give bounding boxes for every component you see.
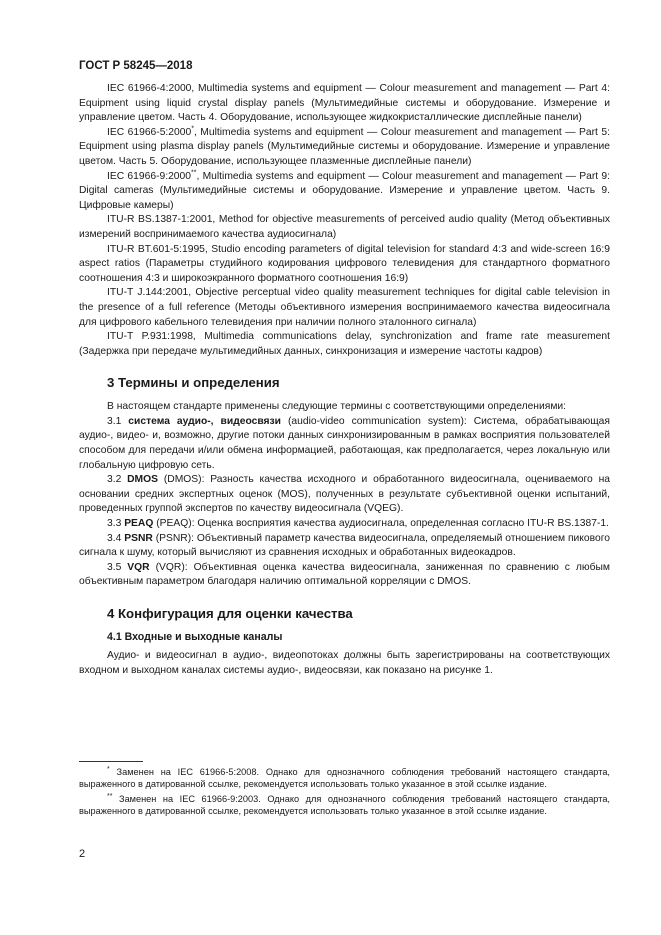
section-3-heading: 3 Термины и определения: [107, 375, 280, 391]
term-definition: 3.2 DMOS (DMOS): Разность качества исходного и обработанного видеосигнала, оцениваемого на основании средних экспертных оценок (MOS), полученных в результате субъективной оценки испытаний, проведенных группой экспертов по качеству видеосигнала (VQEG).: [79, 474, 610, 515]
term-definition: 3.3 PEAQ (PEAQ): Оценка восприятия качества аудиосигнала, определенная согласно ITU-R BS.1387-1.: [107, 518, 609, 530]
document-header: ГОСТ Р 58245—2018: [79, 60, 193, 72]
page-body: [79, 82, 610, 678]
subsection-4-1-heading: 4.1 Входные и выходные каналы: [107, 631, 283, 643]
subsection-4-1-text: Аудио- и видеосигнал в аудио-, видеопотоках должны быть зарегистрированы на соответствующих входном и выходном каналах системы аудио-, видеосвязи, как показано на рисунке 1.: [79, 650, 610, 676]
footnote: * Заменен на IEC 61966-5:2008. Однако для однозначного соблюдения требований настоящего стандарта, выраженного в датированной ссылке, рекомендуется использовать только указанное в этой ссылке издание.: [79, 765, 610, 790]
footnote-divider: [79, 761, 143, 762]
term-definition: 3.5 VQR (VQR): Объективная оценка качества видеосигнала, заниженная по сравнению с любым объективным параметром благодаря наличию оптимальной корреляции с DMOS.: [79, 561, 610, 588]
reference-item: IEC 61966-9:2000**, Multimedia systems and equipment — Colour measurement and management — Part 9: Digital cameras (Мультимедийные системы и оборудование. Измерение и управление цветом. Часть 9. Цифровые камеры): [79, 169, 610, 211]
term-definition: 3.1 система аудио-, видеосвязи (audio-video communication system): Система, обрабатывающая аудио-, видео- и, возможно, другие потоки данных синхронизированным в рамках восприятия пользователей способом для передачи и/или обмена информацией, работающая, как предполагается, через локальную или глобальную цифровую сеть.: [79, 415, 610, 471]
reference-item: ITU-T P.931:1998, Multimedia communications delay, synchronization and frame rate measurement (Задержка при передаче мультимедийных данных, синхронизация и измерение частоты кадров): [79, 331, 610, 357]
term-definition: 3.4 PSNR (PSNR): Объективный параметр качества видеосигнала, определяемый отношением пикового сигнала к шуму, который вычисляют из сравнения исходных и обработанных видеокадров.: [79, 532, 610, 559]
reference-item: IEC 61966-5:2000*, Multimedia systems and equipment — Colour measurement and management — Part 5: Equipment using plasma display panels (Мультимедийные системы и оборудование. Измерение и управление цветом. Часть 5. Оборудование, использующее плазменные дисплейные панели): [79, 125, 610, 167]
section-3-intro: В настоящем стандарте применены следующие термины с соответствующими определениями:: [107, 401, 567, 413]
reference-item: ITU-T J.144:2001, Objective perceptual video quality measurement techniques for digital cable television in the presence of a full reference (Методы объективного измерения воспринимаемого качества видеосигнала для цифрового кабельного телевидения при наличии полного эталонного сигнала): [79, 287, 610, 328]
section-4-heading: 4 Конфигурация для оценки качества: [107, 606, 353, 621]
footnote: ** Заменен на IEC 61966-9:2003. Однако для однозначного соблюдения требований настоящего стандарта, выраженного в датированной ссылке, рекомендуется использовать только указанное в этой ссылке издание.: [79, 792, 610, 817]
reference-item: ITU-R BS.1387-1:2001, Method for objective measurements of perceived audio quality (Метод объективных измерений воспринимаемого качества аудиосигнала): [79, 214, 610, 240]
page-number: 2: [79, 848, 86, 860]
reference-item: ITU-R BT.601-5:1995, Studio encoding parameters of digital television for standard 4:3 and wide-screen 16:9 aspect ratios (Параметры студийного кодирования цифрового телевидения для стандартного форматного соотношения 4:3 и широкоэкранного форматного соотношения 16:9): [79, 243, 610, 284]
footnotes: [79, 766, 610, 820]
reference-item: IEC 61966-4:2000, Multimedia systems and equipment — Colour measurement and management — Part 4: Equipment using liquid crystal display panels (Мультимедийные системы и оборудование. Измерение и управление цветом. Часть 4. Оборудование, использующее жидкокристаллические дисплейные панели): [79, 83, 610, 124]
normative-references: [79, 82, 610, 359]
